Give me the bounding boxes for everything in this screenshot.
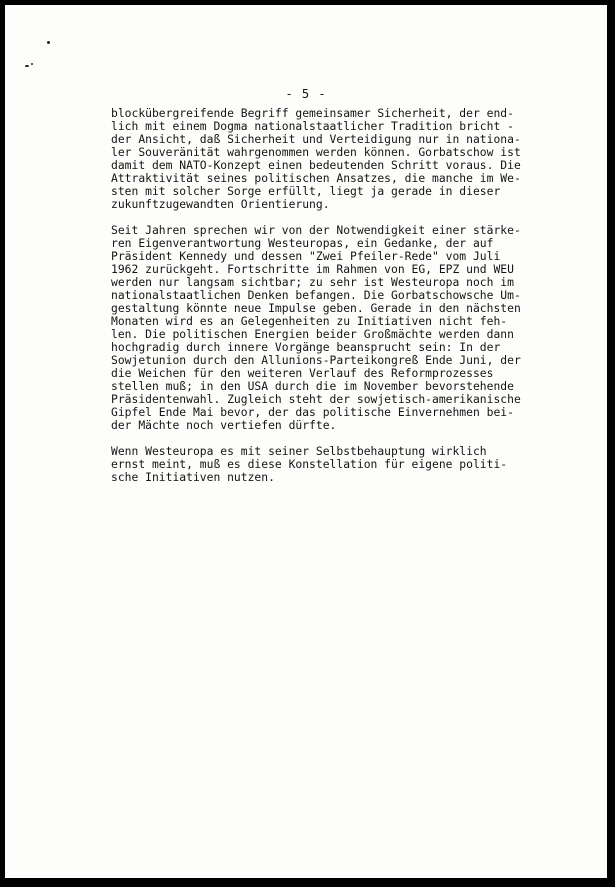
text-line: ren Eigenverantwortung Westeuropas, ein Gedanke, der auf [111, 236, 494, 250]
text-line: Präsidentenwahl. Zugleich steht der sowjetisch-amerikanische [111, 392, 521, 406]
text-line: 1962 zurückgeht. Fortschritte im Rahmen von EG, EPZ und WEU [111, 262, 514, 276]
text-line: lich mit einem Dogma nationalstaatlicher Tradition bricht - [111, 119, 514, 133]
text-line: Monaten wird es an Gelegenheiten zu Initiativen nicht feh- [111, 314, 508, 328]
text-line: sche Initiativen nutzen. [111, 470, 275, 484]
scan-speck [47, 41, 50, 44]
text-line: Seit Jahren sprechen wir von der Notwendigkeit einer stärke- [111, 223, 521, 237]
text-line: nationalstaatlichen Denken befangen. Die Gorbatschowsche Um- [111, 288, 521, 302]
text-line: der Mächte noch vertiefen dürfte. [111, 418, 337, 432]
paragraph-2 [111, 224, 531, 432]
text-line: Sowjetunion durch den Allunions-Parteikongreß Ende Juni, der [111, 353, 521, 367]
text-line: len. Die politischen Energien beider Großmächte werden dann [111, 327, 514, 341]
text-line: hochgradig durch innere Vorgänge beansprucht sein: In der [111, 340, 501, 354]
body-text [111, 107, 531, 497]
text-line: zukunftzugewandten Orientierung. [111, 197, 330, 211]
text-line: der Ansicht, daß Sicherheit und Verteidigung nur in nationa- [111, 132, 521, 146]
paragraph-3 [111, 445, 531, 484]
page-number: - 5 - [285, 87, 327, 101]
text-line: Präsident Kennedy und dessen "Zwei Pfeiler-Rede" vom Juli [111, 249, 501, 263]
scan-speck [25, 65, 29, 67]
text-line: Attraktivität seines politischen Ansatzes, die manche im We- [111, 171, 521, 185]
text-line: ernst meint, muß es diese Konstellation für eigene politi- [111, 457, 508, 471]
text-line: die Weichen für den weiteren Verlauf des Reformprozesses [111, 366, 494, 380]
text-line: sten mit solcher Sorge erfüllt, liegt ja gerade in dieser [111, 184, 501, 198]
text-line: Gipfel Ende Mai bevor, der das politische Einvernehmen bei- [111, 405, 514, 419]
text-line: gestaltung könnte neue Impulse geben. Gerade in den nächsten [111, 301, 521, 315]
paragraph-1 [111, 107, 531, 211]
text-line: stellen muß; in den USA durch die im November bevorstehende [111, 379, 514, 393]
document-page [5, 5, 607, 878]
text-line: Wenn Westeuropa es mit seiner Selbstbehauptung wirklich [111, 444, 487, 458]
text-line: werden nur langsam sichtbar; zu sehr ist Westeuropa noch im [111, 275, 514, 289]
scan-speck [31, 63, 33, 65]
text-line: ler Souveränität wahrgenommen werden können. Gorbatschow ist [111, 145, 521, 159]
text-line: damit dem NATO-Konzept einen bedeutenden Schritt voraus. Die [111, 158, 521, 172]
text-line: blockübergreifende Begriff gemeinsamer Sicherheit, der end- [111, 106, 514, 120]
